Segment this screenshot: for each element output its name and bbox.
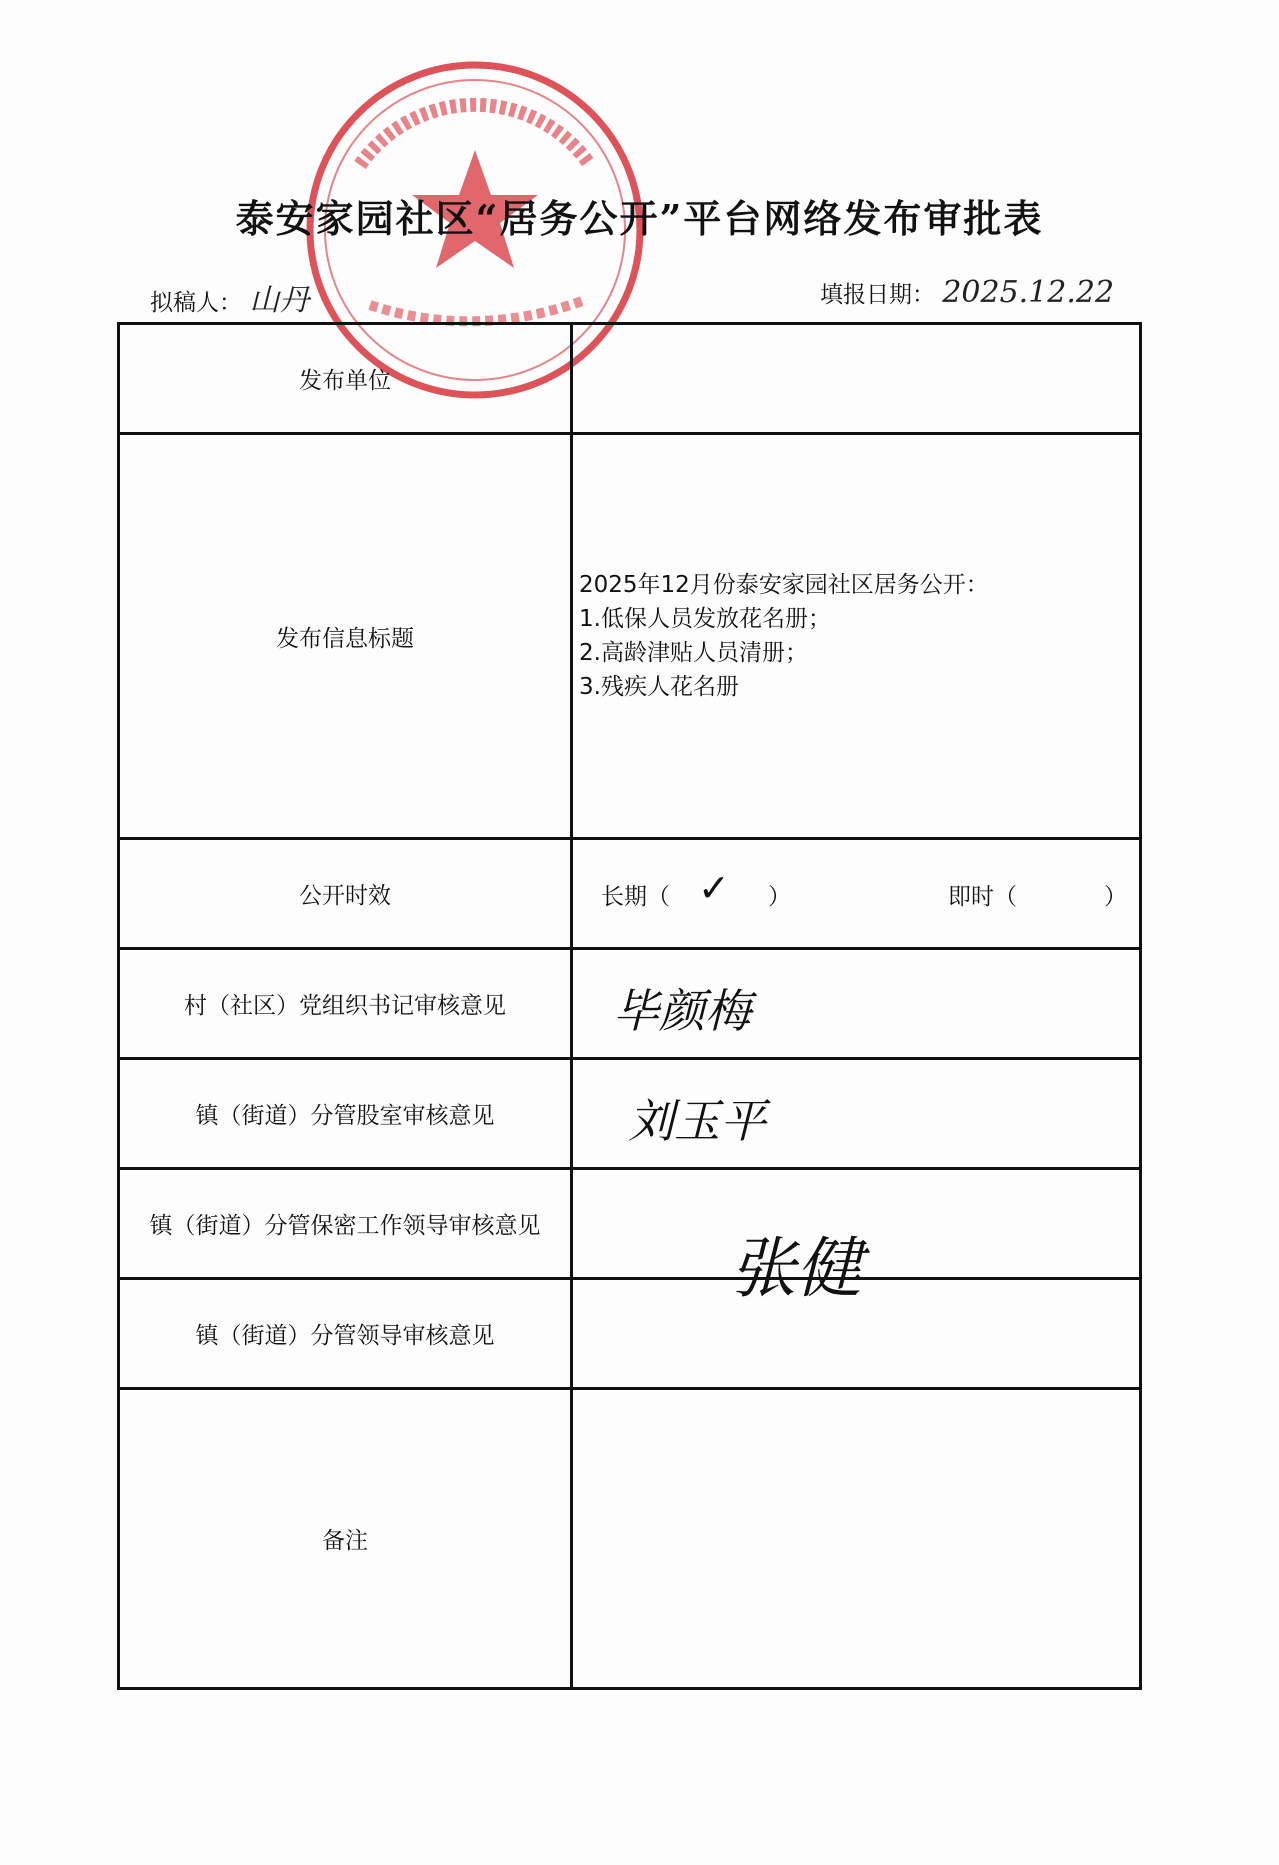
table-row — [119, 1059, 1141, 1169]
long-term-option: 长期（ — [601, 884, 670, 910]
table-row — [119, 324, 1141, 434]
info-title-label: 发布信息标题 — [119, 434, 572, 839]
party-secretary-signature: 毕颜梅 — [613, 984, 751, 1038]
info-title-line: 1.低保人员发放花名册； — [579, 606, 831, 632]
fill-date-label: 填报日期： — [820, 282, 935, 308]
party-secretary-value — [572, 949, 1141, 1059]
leader-label: 镇（街道）分管领导审核意见 — [119, 1279, 572, 1389]
drafter-label: 拟稿人： — [150, 290, 242, 316]
remarks-label: 备注 — [119, 1389, 572, 1689]
info-title-line: 2025年12月份泰安家园社区居务公开： — [579, 572, 989, 598]
table-row — [119, 1169, 1141, 1279]
info-title-line: 3.残疾人花名册 — [579, 674, 739, 700]
sub-office-label: 镇（街道）分管股室审核意见 — [119, 1059, 572, 1169]
table-row — [119, 1279, 1141, 1389]
timing-label: 公开时效 — [119, 839, 572, 949]
drafter-signature: 山丹 — [249, 283, 310, 318]
publisher-label: 发布单位 — [119, 324, 572, 434]
security-leader-label: 镇（街道）分管保密工作领导审核意见 — [119, 1169, 572, 1279]
timing-value — [572, 839, 1141, 949]
publisher-value — [572, 324, 1141, 434]
table-row — [119, 839, 1141, 949]
drafter-field — [150, 275, 309, 319]
fill-date-field — [820, 275, 1114, 310]
immediate-close: ） — [1104, 884, 1127, 910]
sub-office-value — [572, 1059, 1141, 1169]
info-title-value — [572, 434, 1141, 839]
long-term-close: ） — [768, 884, 791, 910]
immediate-option: 即时（ — [948, 884, 1017, 910]
table-row — [119, 434, 1141, 839]
sub-office-signature: 刘玉平 — [628, 1094, 766, 1148]
fill-date-value: 2025.12.22 — [942, 275, 1115, 310]
remarks-value — [572, 1389, 1141, 1689]
approval-table — [117, 322, 1142, 1690]
security-leader-signature: 张健 — [730, 1230, 862, 1307]
table-row — [119, 1389, 1141, 1689]
checkmark-icon: ✓ — [698, 866, 730, 910]
info-title-line: 2.高龄津贴人员清册； — [579, 640, 808, 666]
form-title: 泰安家园社区“居务公开”平台网络发布审批表 — [235, 196, 1044, 241]
table-row — [119, 949, 1141, 1059]
party-secretary-label: 村（社区）党组织书记审核意见 — [119, 949, 572, 1059]
